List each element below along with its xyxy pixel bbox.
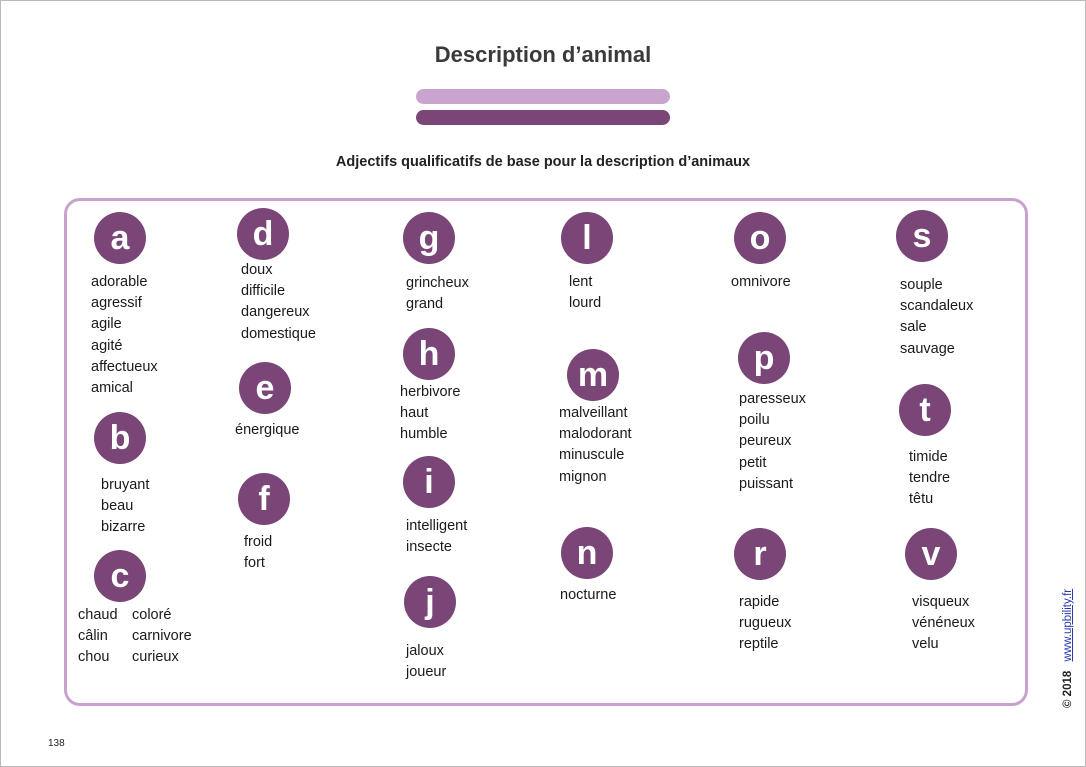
word-item: visqueux bbox=[912, 594, 970, 610]
word-item: dangereux bbox=[241, 304, 310, 321]
word-item: chou bbox=[78, 649, 110, 666]
word-item: puissant bbox=[739, 475, 794, 492]
word-item: rugueux bbox=[739, 615, 792, 632]
word-list-m bbox=[559, 403, 632, 488]
word-list-f bbox=[244, 532, 272, 574]
word-item: velu bbox=[912, 636, 939, 653]
word-item: grincheux bbox=[406, 275, 469, 291]
website-link[interactable]: www.upbility.fr bbox=[1062, 588, 1074, 662]
word-item: lourd bbox=[569, 295, 602, 312]
word-item: vénéneux bbox=[912, 615, 975, 632]
word-list-v bbox=[912, 592, 975, 656]
letter-badge-e: e bbox=[239, 362, 291, 414]
word-item: scandaleux bbox=[900, 298, 974, 315]
letter-badge-a: a bbox=[94, 212, 146, 264]
word-item: rapide bbox=[739, 594, 780, 610]
letter-badge-l: l bbox=[561, 212, 613, 264]
word-list-d bbox=[241, 260, 316, 345]
word-item: agile bbox=[91, 316, 122, 333]
word-item: timide bbox=[909, 449, 948, 465]
word-item: omnivore bbox=[731, 274, 791, 290]
word-item: fort bbox=[244, 555, 265, 572]
word-item: peureux bbox=[739, 433, 792, 450]
letter-badge-r: r bbox=[734, 528, 786, 580]
word-item: énergique bbox=[235, 422, 300, 438]
word-item: sale bbox=[900, 319, 927, 336]
page-title: Description d’animal bbox=[434, 42, 652, 67]
word-item: chaud bbox=[78, 607, 118, 623]
word-list-e bbox=[235, 420, 300, 441]
word-item: humble bbox=[400, 426, 448, 443]
word-list-r bbox=[739, 592, 791, 656]
letter-badge-o: o bbox=[734, 212, 786, 264]
word-list-c-left bbox=[78, 605, 118, 669]
word-list-o bbox=[731, 272, 791, 293]
word-item: amical bbox=[91, 379, 133, 396]
word-list-i bbox=[406, 516, 467, 558]
word-list-h bbox=[400, 382, 460, 446]
letter-badge-g: g bbox=[403, 212, 455, 264]
word-item: herbivore bbox=[400, 384, 461, 400]
word-item: mignon bbox=[559, 468, 607, 485]
word-item: souple bbox=[900, 277, 943, 293]
word-item: domestique bbox=[241, 325, 316, 342]
word-list-s bbox=[900, 275, 973, 360]
letter-badge-s: s bbox=[896, 210, 948, 262]
word-item: malodorant bbox=[559, 426, 632, 443]
word-item: difficile bbox=[241, 283, 286, 300]
word-item: câlin bbox=[78, 628, 108, 645]
word-list-g bbox=[406, 273, 469, 315]
page-number: 138 bbox=[48, 738, 65, 749]
word-list-j bbox=[406, 641, 446, 683]
letter-badge-t: t bbox=[899, 384, 951, 436]
adjectives-frame bbox=[64, 198, 1028, 706]
letter-badge-f: f bbox=[238, 473, 290, 525]
word-item: beau bbox=[101, 498, 134, 515]
word-item: curieux bbox=[132, 649, 179, 666]
word-item: bruyant bbox=[101, 477, 150, 493]
word-item: intelligent bbox=[406, 518, 468, 534]
word-item: reptile bbox=[739, 636, 779, 653]
letter-badge-j: j bbox=[404, 576, 456, 628]
word-list-a bbox=[91, 272, 158, 399]
word-item: affectueux bbox=[91, 358, 158, 375]
word-list-b bbox=[101, 475, 149, 539]
word-list-t bbox=[909, 447, 950, 511]
page-subtitle: Adjectifs qualificatifs de base pour la description d’animaux bbox=[335, 154, 751, 170]
word-item: sauvage bbox=[900, 340, 955, 357]
decorative-bar-dark bbox=[416, 110, 670, 125]
copyright-text: © 2018 bbox=[1062, 670, 1074, 708]
word-list-p bbox=[739, 389, 806, 495]
word-item: adorable bbox=[91, 274, 148, 290]
word-item: agressif bbox=[91, 295, 142, 312]
word-item: insecte bbox=[406, 539, 452, 556]
word-item: jaloux bbox=[406, 643, 444, 659]
word-item: paresseux bbox=[739, 391, 806, 407]
letter-badge-m: m bbox=[567, 349, 619, 401]
word-item: poilu bbox=[739, 412, 770, 429]
word-item: froid bbox=[244, 534, 273, 550]
word-item: haut bbox=[400, 405, 429, 422]
word-item: agité bbox=[91, 337, 123, 354]
letter-badge-i: i bbox=[403, 456, 455, 508]
word-item: bizarre bbox=[101, 519, 146, 536]
word-item: grand bbox=[406, 296, 444, 313]
word-item: coloré bbox=[132, 607, 172, 623]
letter-badge-p: p bbox=[738, 332, 790, 384]
word-item: malveillant bbox=[559, 405, 628, 421]
decorative-bar-light bbox=[416, 89, 670, 104]
word-item: nocturne bbox=[560, 587, 617, 603]
word-list-n bbox=[560, 585, 616, 606]
word-item: doux bbox=[241, 262, 273, 278]
letter-badge-c: c bbox=[94, 550, 146, 602]
word-item: minuscule bbox=[559, 447, 625, 464]
letter-badge-b: b bbox=[94, 412, 146, 464]
letter-badge-v: v bbox=[905, 528, 957, 580]
word-item: joueur bbox=[406, 664, 447, 681]
word-item: têtu bbox=[909, 491, 934, 508]
letter-badge-d: d bbox=[237, 208, 289, 260]
word-list-l bbox=[569, 272, 601, 314]
word-item: tendre bbox=[909, 470, 951, 487]
copyright-footer bbox=[1062, 589, 1074, 708]
word-item: carnivore bbox=[132, 628, 192, 645]
letter-badge-h: h bbox=[403, 328, 455, 380]
word-item: lent bbox=[569, 274, 593, 290]
letter-badge-n: n bbox=[561, 527, 613, 579]
word-list-c-right bbox=[132, 605, 192, 669]
word-item: petit bbox=[739, 454, 767, 471]
